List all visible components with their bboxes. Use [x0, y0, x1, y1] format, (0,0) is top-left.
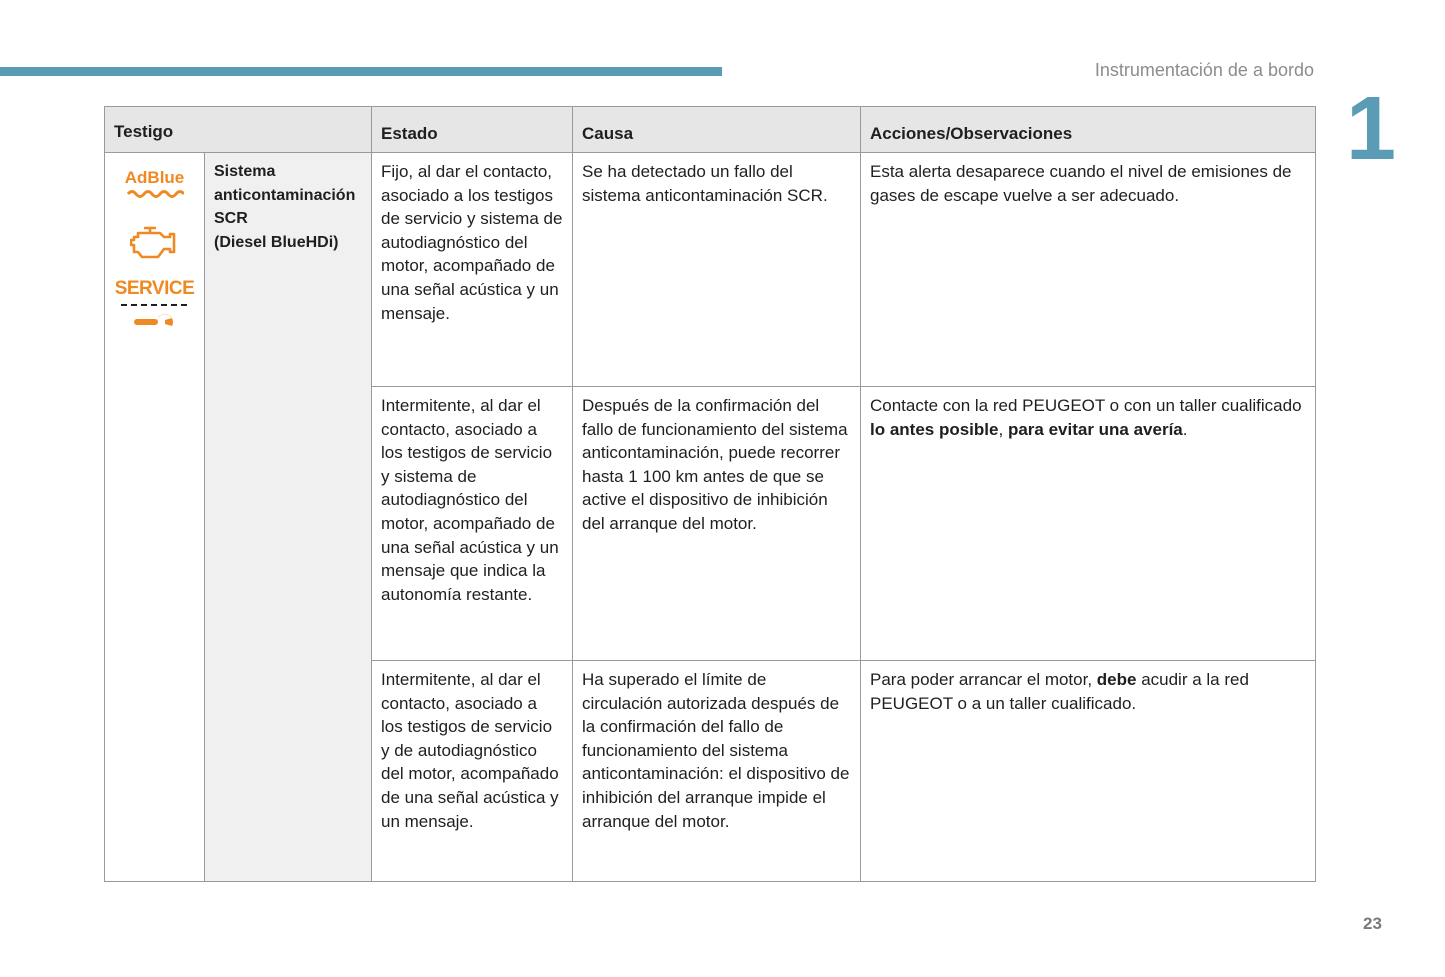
causa-cell: Ha superado el límite de circulación autorizada después de la confirmación del fallo de funcionamiento del sistema anticontaminación: el dispositivo de inhibición del arranque impide el arranque del motor. — [573, 661, 861, 882]
header-estado: Estado — [372, 107, 573, 153]
header-acciones: Acciones/Observaciones — [861, 107, 1316, 153]
acciones-cell: Contacte con la red PEUGEOT o con un taller cualificado lo antes posible, para evitar una avería. — [861, 387, 1316, 661]
estado-cell: Fijo, al dar el contacto, asociado a los testigos de servicio y sistema de autodiagnóstico del motor, acompañado de una señal acústica y un mensaje. — [372, 153, 573, 387]
icon-cell — [105, 153, 205, 882]
estado-cell: Intermitente, al dar el contacto, asociado a los testigos de servicio y sistema de autodiagnóstico del motor, acompañado de una señal acústica y un mensaje que indica la autonomía restante. — [372, 387, 573, 661]
causa-cell: Después de la confirmación del fallo de funcionamiento del sistema anticontaminación, puede recorrer hasta 1 100 km antes de que se active el dispositivo de inhibición del arranque del motor. — [573, 387, 861, 661]
estado-cell: Intermitente, al dar el contacto, asociado a los testigos de servicio y de autodiagnóstico del motor, acompañado de una señal acústica y un mensaje. — [372, 661, 573, 882]
page-number: 23 — [1363, 914, 1382, 933]
header-causa: Causa — [573, 107, 861, 153]
chapter-number: 1 — [1346, 79, 1397, 179]
adblue-icon: AdBlue — [125, 169, 185, 198]
acciones-cell: Esta alerta desaparece cuando el nivel de emisiones de gases de escape vuelve a ser adecuado. — [861, 153, 1316, 387]
header-testigo: Testigo — [105, 107, 372, 153]
acciones-cell: Para poder arrancar el motor, debe acudir a la red PEUGEOT o a un taller cualificado. — [861, 661, 1316, 882]
table-row — [105, 153, 1316, 387]
engine-icon — [130, 225, 180, 261]
section-title: Instrumentación de a bordo — [1094, 60, 1314, 80]
table-header-row — [105, 107, 1316, 153]
service-wrench-icon: SERVICE — [115, 279, 195, 331]
header-accent-bar — [0, 67, 722, 76]
system-name-cell: Sistema anticontaminación SCR (Diesel BlueHDi) — [205, 153, 372, 882]
warning-lights-table — [104, 106, 1316, 882]
causa-cell: Se ha detectado un fallo del sistema anticontaminación SCR. — [573, 153, 861, 387]
